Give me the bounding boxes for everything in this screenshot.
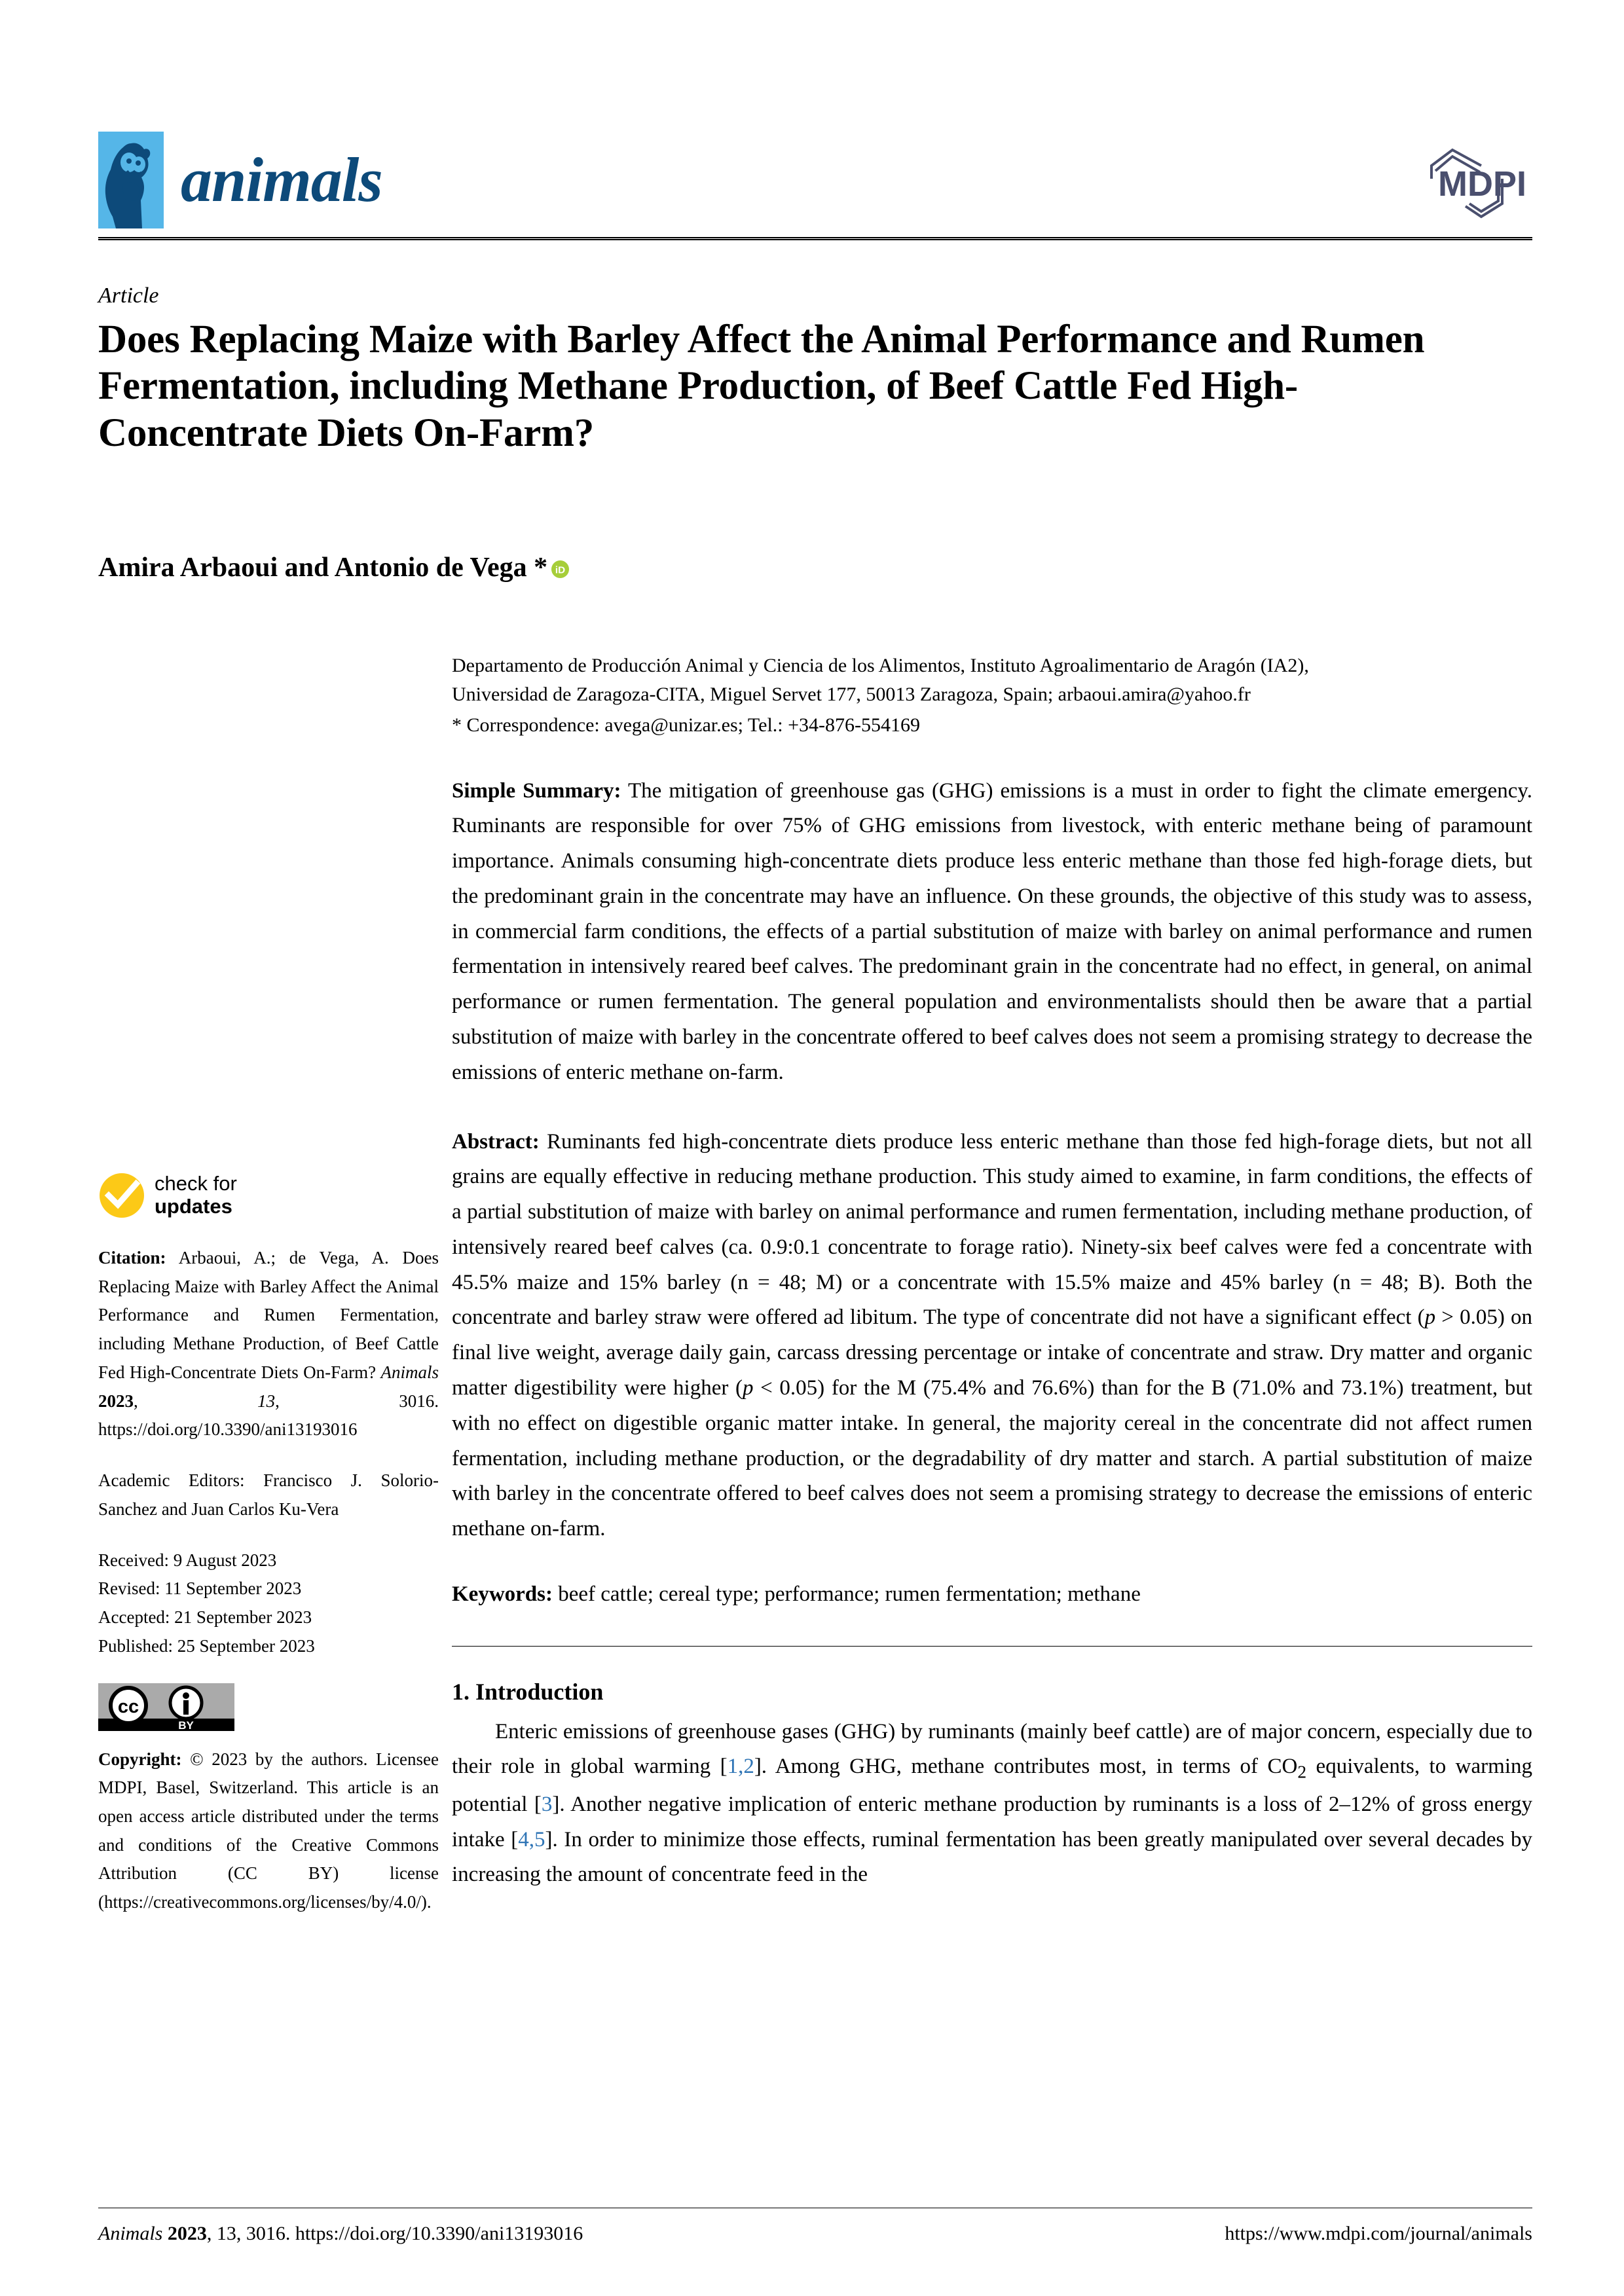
citation-ref-3[interactable]: 4,5 xyxy=(518,1827,545,1851)
abstract-italic-p-2: p xyxy=(743,1376,754,1400)
main-column xyxy=(452,651,1532,1893)
citation-ref-1[interactable]: 1,2 xyxy=(727,1755,754,1779)
copyright-text: © 2023 by the authors. Licensee MDPI, Basel, Switzerland. This article is an open access article distributed under the terms and conditions of the Creative Commons Attribution (CC BY) license (https://creativecommons.org/licenses/by/4.0/). xyxy=(98,1749,439,1912)
keywords xyxy=(452,1577,1532,1612)
copyright-block xyxy=(98,1745,439,1917)
svg-text:cc: cc xyxy=(117,1696,139,1717)
co2-subscript: 2 xyxy=(1297,1762,1307,1783)
abstract xyxy=(452,1125,1532,1547)
academic-editors: Academic Editors: Francisco J. Solorio-Sanchez and Juan Carlos Ku-Vera xyxy=(98,1470,439,1519)
publication-dates xyxy=(98,1546,439,1661)
footer-citation xyxy=(98,2223,583,2245)
citation-volume: 13 xyxy=(257,1391,276,1411)
orcid-id-icon[interactable] xyxy=(551,560,569,578)
section-heading-introduction: 1. Introduction xyxy=(452,1678,604,1705)
abstract-part-2: > 0.05) on final live weight, average daily gain, carcass dressing percentage or intake of concentrate and straw. Dry matter and organic matter digestibility were higher ( xyxy=(452,1305,1532,1400)
citation-ref-2[interactable]: 3 xyxy=(541,1792,553,1816)
simple-summary-text: The mitigation of greenhouse gas (GHG) emissions is a must in order to fight the climate emergency. Ruminants are responsible for over 75% of GHG emissions from livestock, with enteric methane being of paramount importance. Animals consuming high-concentrate diets produce less enteric methane than those fed high-forage diets, but the predominant grain in the concentrate may have an influence. On these grounds, the objective of this study was to assess, in commercial farm conditions, the effects of a partial substitution of maize with barley on animal performance and rumen fermentation in intensively reared beef calves. The predominant grain in the concentrate had no effect, in general, on animal performance or rumen fermentation. The general population and environmentalists should then be aware that a partial substitution of maize with barley in the concentrate offered to beef calves does not seem a promising strategy to decrease the emissions of enteric methane on-farm. xyxy=(452,778,1532,1084)
sidebar xyxy=(98,1172,439,1939)
abstract-part-3: < 0.05) for the M (75.4% and 76.6%) than for the B (71.0% and 73.1%) treatment, but with no effect on digestible organic matter intake. In general, the majority cereal in the concentrate did not affect rumen fermentation, including methane production, or the degradability of dry matter and starch. A partial substitution of maize with barley in the concentrate offered to beef calves does not seem a promising strategy to decrease the emissions of enteric methane on-farm. xyxy=(452,1376,1532,1541)
citation-label: Citation: xyxy=(98,1248,166,1267)
page-header xyxy=(98,128,1532,232)
keywords-divider xyxy=(452,1646,1532,1647)
footer-rest: , 13, 3016. https://doi.org/10.3390/ani13193016 xyxy=(206,2223,583,2244)
svg-text:iD: iD xyxy=(555,564,566,575)
copyright-label: Copyright: xyxy=(98,1749,182,1769)
author-names: Amira Arbaoui and Antonio de Vega * xyxy=(98,553,548,583)
keywords-label: Keywords: xyxy=(452,1582,553,1606)
affiliation-line-2: Universidad de Zaragoza-CITA, Miguel Servet 177, 50013 Zaragoza, Spain; arbaoui.amira@yahoo.fr xyxy=(452,683,1251,705)
date-accepted: Accepted: 21 September 2023 xyxy=(98,1607,312,1628)
intro-part-4: ]. Another negative implication of enteric methane production by ruminants is a loss of 2–12% of gross energy intake [ xyxy=(452,1792,1532,1851)
abstract-italic-p-1: p xyxy=(1424,1305,1436,1330)
citation-year: 2023 xyxy=(98,1391,134,1411)
creative-commons-by-icon[interactable] xyxy=(98,1683,234,1731)
citation-text: Arbaoui, A.; de Vega, A. Does Replacing Maize with Barley Affect the Animal Performance and Rumen Fermentation, including Methane Production, of Beef Cattle Fed High-Concentrate Diets On-Farm? xyxy=(98,1248,439,1382)
check-for-updates-badge[interactable] xyxy=(98,1172,439,1219)
article-type-label: Article xyxy=(98,283,159,308)
gorilla-icon xyxy=(98,132,164,228)
intro-part-1: Enteric emissions of greenhouse gases (GHG) by ruminants (mainly beef cattle) are of major concern, especially due to their role in global warming [ xyxy=(452,1719,1532,1779)
intro-part-2: ]. Among GHG, methane contributes most, in terms of CO xyxy=(754,1755,1298,1779)
date-revised: Revised: 11 September 2023 xyxy=(98,1578,302,1599)
check-updates-text xyxy=(155,1173,237,1218)
introduction-paragraph xyxy=(452,1715,1532,1893)
footer-journal: Animals xyxy=(98,2223,163,2244)
citation-block: Citation: Arbaoui, A.; de Vega, A. Does Replacing Maize with Barley Affect the Animal Performance and Rumen Fermentation, including Methane Production, of Beef Cattle Fed High-Concentrate Diets On-Farm? Animals 2023, 13, 3016. https://doi.org/10.3390/ani13193016 xyxy=(98,1248,439,1440)
check-updates-icon xyxy=(98,1172,145,1219)
journal-logo[interactable] xyxy=(98,132,382,228)
footer-url[interactable]: https://www.mdpi.com/journal/animals xyxy=(1225,2223,1532,2244)
correspondence-line: * Correspondence: avega@unizar.es; Tel.: +34-876-554169 xyxy=(452,714,921,736)
abstract-part-1: Ruminants fed high-concentrate diets produce less enteric methane than those fed high-forage diets, but not all grains are equally effective in reducing methane production. This study aimed to examine, in farm conditions, the effects of a partial substitution of maize with barley on animal performance and rumen fermentation, including methane production, of intensively reared beef calves (ca. 0.9:0.1 concentrate to forage ratio). Ninety-six beef calves were fed a concentrate with 45.5% maize and 15% barley (n = 48; M) or a concentrate with 15.5% maize and 45% barley (n = 48; B). Both the concentrate and barley straw were offered ad libitum. The type of concentrate did not have a significant effect ( xyxy=(452,1129,1532,1330)
footer-year: 2023 xyxy=(167,2223,207,2244)
header-divider xyxy=(98,237,1532,240)
simple-summary xyxy=(452,774,1532,1091)
keywords-text: beef cattle; cereal type; performance; rumen fermentation; methane xyxy=(552,1582,1141,1606)
citation-article-number: 3016 xyxy=(399,1391,435,1411)
svg-text:BY: BY xyxy=(178,1719,194,1731)
citation-journal: Animals xyxy=(380,1362,439,1382)
check-updates-line2: updates xyxy=(155,1195,232,1218)
simple-summary-label: Simple Summary: xyxy=(452,778,621,803)
svg-text:MDPI: MDPI xyxy=(1438,164,1526,204)
intro-part-3: equivalents, to warming potential [ xyxy=(452,1755,1532,1816)
date-received: Received: 9 August 2023 xyxy=(98,1550,277,1570)
check-updates-line1: check for xyxy=(155,1172,237,1195)
citation-doi[interactable]: https://doi.org/10.3390/ani13193016 xyxy=(98,1419,358,1440)
journal-title: animals xyxy=(181,145,382,215)
abstract-label: Abstract: xyxy=(452,1129,540,1154)
affiliation-block xyxy=(452,651,1532,740)
date-published: Published: 25 September 2023 xyxy=(98,1635,315,1656)
page-title: Does Replacing Maize with Barley Affect the Animal Performance and Rumen Fermentation, including Methane Production, of Beef Cattle Fed High-Concentrate Diets On-Farm? xyxy=(98,318,1425,455)
author-list xyxy=(98,552,569,583)
intro-part-5: ]. In order to minimize those effects, ruminal fermentation has been greatly manipulated over several decades by increasing the amount of concentrate feed in the xyxy=(452,1827,1532,1887)
affiliation-line-1: Departamento de Producción Animal y Ciencia de los Alimentos, Instituto Agroalimentario de Aragón (IA2), xyxy=(452,655,1309,676)
page-footer xyxy=(98,2223,1532,2245)
mdpi-logo[interactable] xyxy=(1429,141,1532,219)
